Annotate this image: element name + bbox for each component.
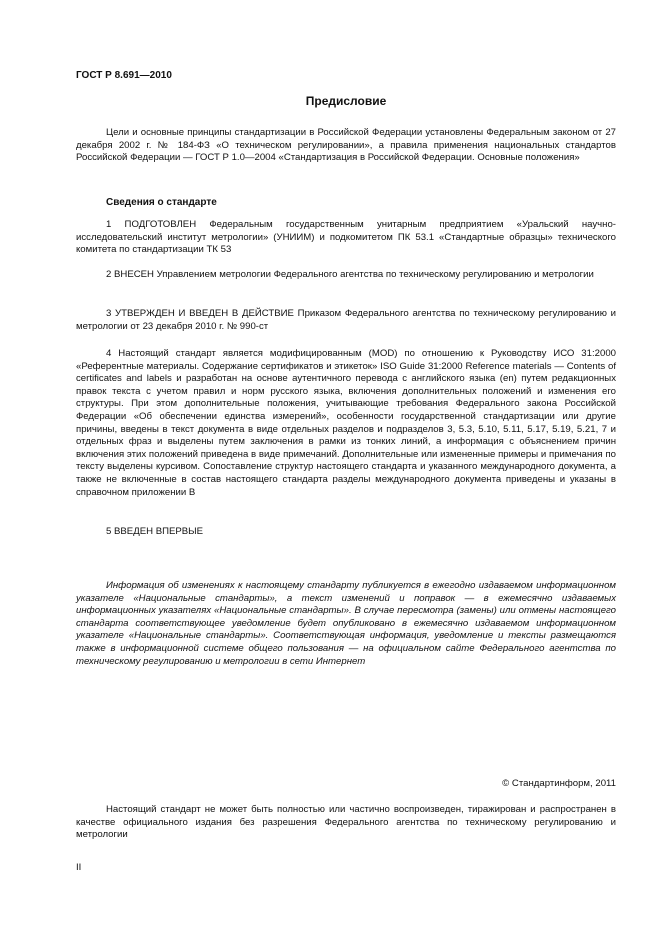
item-5-text: 5 ВВЕДЕН ВПЕРВЫЕ bbox=[106, 526, 204, 537]
item-2-text: 2 ВНЕСЕН Управлением метрологии Федерального агентства по техническому регулированию и метрологии bbox=[106, 269, 594, 280]
info-heading: Сведения о стандарте bbox=[106, 197, 217, 208]
item-4-text: 4 Настоящий стандарт является модифицированным (MOD) по отношению к Руководству ИСО 31:2000 «Референтные материалы. Содержание сертификатов и этикеток» ISO Guide 31:2000 Reference materials — Contents of certificates and labels и разработан на основе аутентичного перевода с английского языка (en) путем редакционных правок текста с учетом правил и норм русского языка, включения дополнительных положений и изменения его структуры. При этом дополнительные положения, учитывающие требования Федерального закона Российской Федерации «Об обеспечении единства измерений», особенности государственной стандартизации или другие причины, введены в текст документа в виде отдельных разделов и подразделов 3, 5.3, 5.10, 5.11, 5.17, 5.19, 5.21, 7 и отдельных фраз и выделены путем заключения в рамки из тонких линий, а информация с объяснением причин включения этих положений приведена в виде примечаний. Дополнительные или измененные примеры и примечания по тексту выделены курсивом. Сопоставление структур настоящего стандарта и указанного международного документа, а также не включенные в состав настоящего стандарта разделы международного документа приведены и указаны в справочном приложении В bbox=[76, 348, 616, 498]
intro-paragraph: Цели и основные принципы стандартизации в Российской Федерации установлены Федеральным законом от 27 декабря 2002 г. № 184-ФЗ «О техническом регулировании», а правила применения национальных стандартов Российской Федерации — ГОСТ Р 1.0—2004 «Стандартизация в Российской Федерации. Основные положения» bbox=[76, 127, 616, 164]
intro-section bbox=[76, 127, 616, 165]
item-5 bbox=[76, 526, 616, 539]
item-1-text: 1 ПОДГОТОВЛЕН Федеральным государственным унитарным предприятием «Уральский научно-исследовательский институт метрологии» (УНИИМ) и подкомитетом ПК 53.1 «Стандартные образцы» технического комитета по стандартизации ТК 53 bbox=[76, 219, 616, 256]
rights-paragraph: Настоящий стандарт не может быть полностью или частично воспроизведен, тиражирован и распространен в качестве официального издания без разрешения Федерального агентства по техническому регулированию и метрологии bbox=[76, 804, 616, 841]
item-3 bbox=[76, 308, 616, 333]
copyright-line: © Стандартинформ, 2011 bbox=[502, 778, 616, 789]
item-2 bbox=[76, 269, 616, 282]
notice-paragraph: Информация об изменениях к настоящему стандарту публикуется в ежегодно издаваемом информационном указателе «Национальные стандарты», а текст изменений и поправок — в ежемесячно издаваемых информационных указателях «Национальные стандарты». В случае пересмотра (замены) или отмены настоящего стандарта соответствующее уведомление будет опубликовано в ежемесячно издаваемом информационном указателе «Национальные стандарты». Соответствующая информация, уведомление и тексты размещаются также в информационной системе общего пользования — на официальном сайте Федерального агентства по техническому регулированию и метрологии в сети Интернет bbox=[76, 580, 616, 667]
page-number: II bbox=[76, 862, 82, 873]
page-title: Предисловие bbox=[305, 94, 387, 108]
item-4 bbox=[76, 348, 616, 499]
notice-section bbox=[76, 580, 616, 668]
document-code: ГОСТ Р 8.691—2010 bbox=[76, 70, 172, 81]
item-1 bbox=[76, 219, 616, 257]
rights-section bbox=[76, 804, 616, 842]
item-3-text: 3 УТВЕРЖДЕН И ВВЕДЕН В ДЕЙСТВИЕ Приказом Федерального агентства по техническому регулированию и метрологии от 23 декабря 2010 г. № 990-ст bbox=[76, 308, 616, 332]
